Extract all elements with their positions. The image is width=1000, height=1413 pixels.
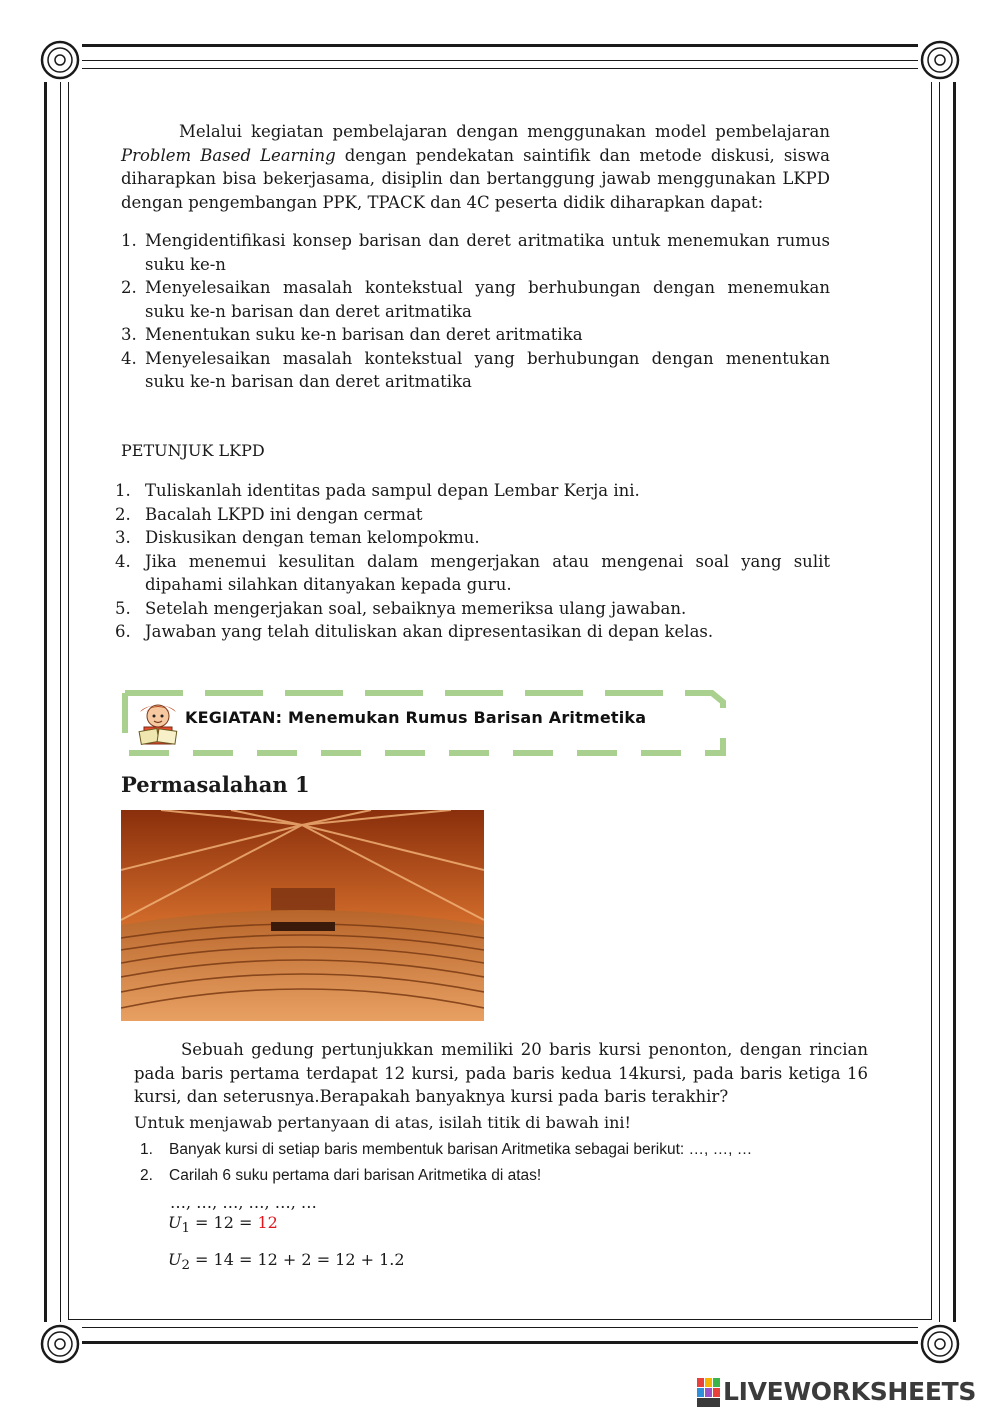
term-symbol: U xyxy=(168,1213,182,1232)
list-item-text: Mengidentifikasi konsep barisan dan deret aritmatika untuk menemukan rumus suku ke-n xyxy=(145,231,830,274)
list-item xyxy=(115,526,830,550)
question-number: 1. xyxy=(140,1141,153,1158)
corner-ornament-icon xyxy=(38,1322,82,1366)
list-item xyxy=(121,276,830,323)
liveworksheets-logo-icon xyxy=(697,1378,721,1408)
list-item-text: Diskusikan dengan teman kelompokmu. xyxy=(145,528,480,547)
question-text: Banyak kursi di setiap baris membentuk barisan Aritmetika sebagai berikut: …, …, … xyxy=(169,1141,753,1158)
list-number: 3. xyxy=(121,325,137,344)
list-item xyxy=(115,620,830,644)
term-index: 1 xyxy=(181,1221,190,1237)
activity-title: KEGIATAN: Menemukan Rumus Barisan Aritmetika xyxy=(185,708,647,727)
corner-ornament-icon xyxy=(918,38,962,82)
corner-ornament-icon xyxy=(38,38,82,82)
list-item xyxy=(121,347,830,394)
list-number: 1. xyxy=(121,231,137,250)
list-item xyxy=(115,479,830,503)
list-number: 2. xyxy=(115,504,131,524)
list-number: 6. xyxy=(115,622,131,641)
instructions-list xyxy=(115,479,830,644)
list-item-text: Tuliskanlah identitas pada sampul depan Lembar Kerja ini. xyxy=(145,481,640,500)
list-item-text: Menentukan suku ke-n barisan dan deret aritmatika xyxy=(145,325,583,344)
list-item-text: Setelah mengerjakan soal, sebaiknya memeriksa ulang jawaban. xyxy=(145,598,687,618)
list-item xyxy=(115,550,830,597)
list-item-text: Jika menemui kesulitan dalam mengerjakan atau mengenai soal yang sulit dipahami silahkan ditanyakan kepada guru. xyxy=(145,551,830,594)
list-item-text: Menyelesaikan masalah kontekstual yang berhubungan dengan menentukan suku ke-n barisan dan deret aritmatika xyxy=(145,348,830,391)
list-number: 4. xyxy=(115,551,131,571)
u1-answer[interactable]: 12 xyxy=(257,1213,278,1232)
intro-paragraph xyxy=(121,120,830,214)
list-item xyxy=(115,503,830,527)
list-item-text: Bacalah LKPD ini dengan cermat xyxy=(145,504,423,524)
watermark-text: LIVEWORKSHEETS xyxy=(723,1377,977,1406)
concert-hall-photo xyxy=(121,810,484,1021)
list-number: 3. xyxy=(115,528,131,547)
list-item xyxy=(121,323,830,347)
problem-paragraph: Sebuah gedung pertunjukkan memiliki 20 baris kursi penonton, dengan rincian pada baris pertama terdapat 12 kursi, pada baris kedua 14kursi, pada baris ketiga 16 kursi, dan seterusnya.Berapakah banyaknya kursi pada baris terakhir? xyxy=(134,1040,868,1106)
activity-banner xyxy=(122,690,726,756)
objectives-list xyxy=(121,229,830,394)
list-number: 5. xyxy=(115,598,131,618)
answer-dots[interactable]: …, …, …, …, …, … xyxy=(170,1193,317,1212)
u1-expression: = 12 = xyxy=(189,1213,258,1232)
list-item xyxy=(121,229,830,276)
corner-ornament-icon xyxy=(918,1322,962,1366)
fill-prompt: Untuk menjawab pertanyaan di atas, isilah titik di bawah ini! xyxy=(134,1113,631,1132)
term-symbol: U xyxy=(168,1250,182,1269)
u1-equation xyxy=(168,1213,278,1236)
list-item-text: Menyelesaikan masalah kontekstual yang berhubungan dengan menemukan suku ke-n barisan dan deret aritmatika xyxy=(145,278,830,321)
list-number: 4. xyxy=(121,348,137,368)
list-number: 2. xyxy=(121,278,137,297)
u2-equation xyxy=(168,1250,405,1273)
intro-text-end: dengan pendekatan saintifik dan metode diskusi, siswa diharapkan bisa bekerjasama, disiplin dan bertanggung jawab menggunakan LKPD dengan pengembangan PPK, TPACK dan 4C peserta didik diharapkan dapat: xyxy=(121,145,830,212)
term-index: 2 xyxy=(181,1258,190,1274)
question-number: 2. xyxy=(140,1167,153,1184)
instructions-title: PETUNJUK LKPD xyxy=(121,441,265,460)
u2-expression: = 14 = 12 + 2 = 12 + 1.2 xyxy=(189,1250,405,1269)
list-item-text: Jawaban yang telah dituliskan akan dipresentasikan di depan kelas. xyxy=(145,622,714,641)
problem-title: Permasalahan 1 xyxy=(121,772,310,797)
intro-text-start: Melalui kegiatan pembelajaran dengan menggunakan model pembelajaran xyxy=(179,122,830,141)
list-item xyxy=(115,597,830,621)
intro-model-name: Problem Based Learning xyxy=(121,145,336,165)
reading-kid-icon xyxy=(132,696,184,748)
question-text: Carilah 6 suku pertama dari barisan Aritmetika di atas! xyxy=(169,1167,542,1184)
list-number: 1. xyxy=(115,481,131,500)
